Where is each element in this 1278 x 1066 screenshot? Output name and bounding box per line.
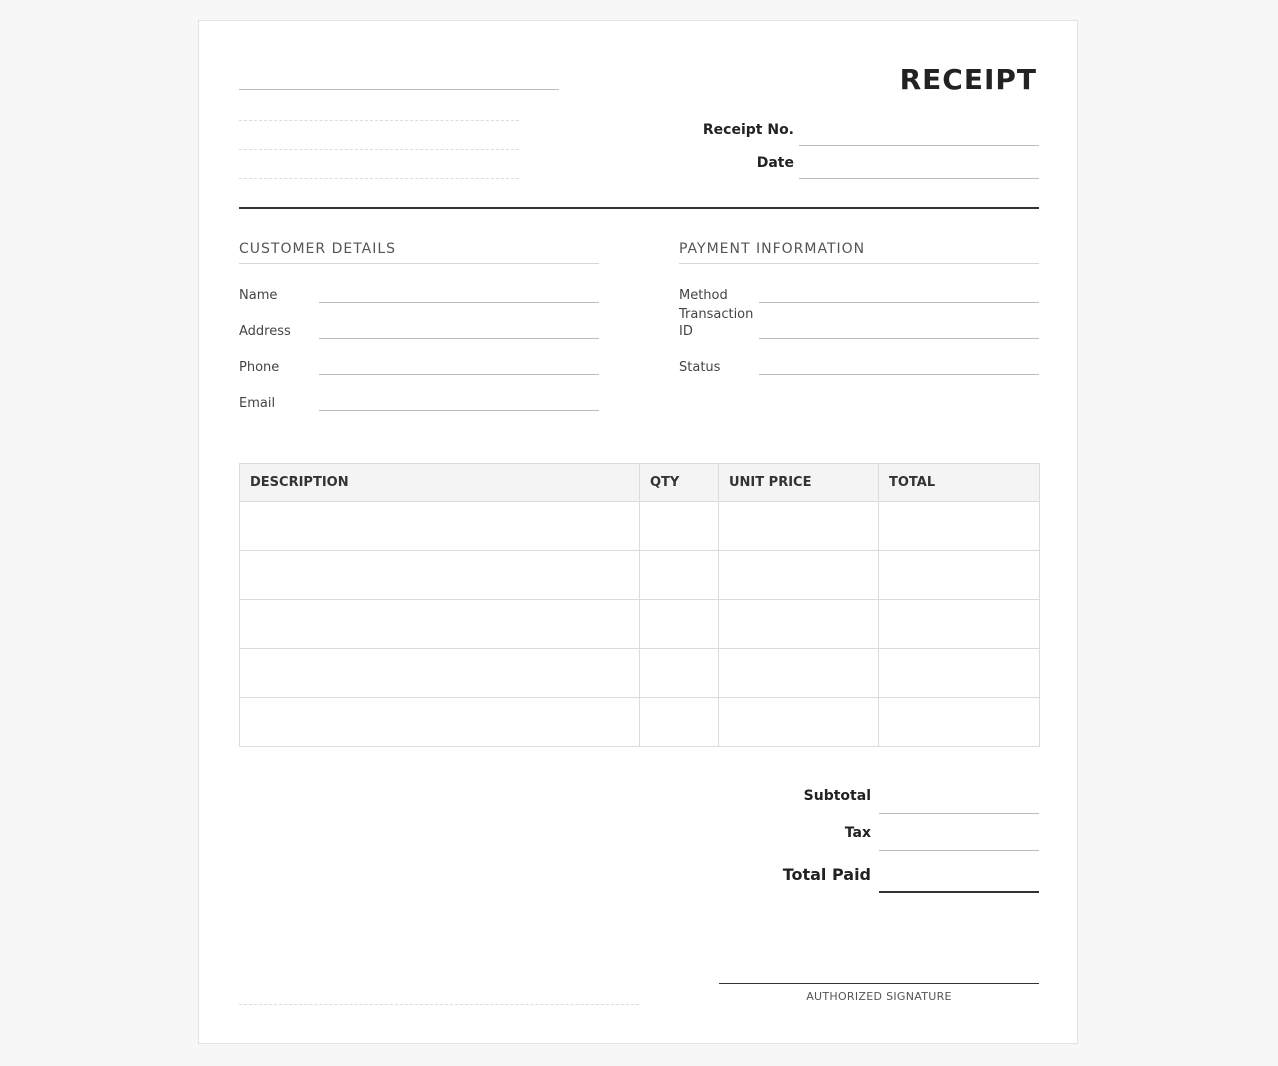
unit-price-cell[interactable] — [719, 649, 879, 698]
qty-cell[interactable] — [640, 600, 719, 649]
customer-details-title: CUSTOMER DETAILS — [239, 241, 397, 257]
table-row — [240, 551, 1040, 600]
table-row — [240, 600, 1040, 649]
table-row — [240, 649, 1040, 698]
unit-price-cell[interactable] — [719, 551, 879, 600]
tax-field[interactable] — [879, 850, 1039, 851]
items-table-header — [240, 464, 1040, 502]
payment-status-label: Status — [679, 360, 721, 375]
qty-cell[interactable] — [640, 698, 719, 747]
customer-name-label: Name — [239, 288, 278, 303]
date-field[interactable] — [799, 178, 1039, 179]
qty-header: QTY — [640, 464, 719, 502]
receipt-page — [198, 20, 1078, 1044]
date-label: Date — [756, 155, 794, 171]
header-divider — [239, 207, 1039, 209]
total-cell[interactable] — [879, 649, 1040, 698]
total-cell[interactable] — [879, 502, 1040, 551]
subtotal-label: Subtotal — [803, 788, 871, 804]
total-cell[interactable] — [879, 600, 1040, 649]
payment-method-label: Method — [679, 288, 728, 303]
table-row — [240, 698, 1040, 747]
qty-cell[interactable] — [640, 551, 719, 600]
receipt-no-field[interactable] — [799, 145, 1039, 146]
business-address-line-2[interactable] — [239, 149, 519, 150]
unit-price-cell[interactable] — [719, 698, 879, 747]
description-cell[interactable] — [240, 698, 640, 747]
signature-line[interactable] — [719, 983, 1039, 984]
footer-note-line[interactable] — [239, 1004, 639, 1005]
tax-label: Tax — [844, 825, 871, 841]
payment-status-field[interactable] — [759, 374, 1039, 375]
unit-price-cell[interactable] — [719, 502, 879, 551]
total-cell[interactable] — [879, 698, 1040, 747]
payment-method-field[interactable] — [759, 302, 1039, 303]
customer-details-underline — [239, 263, 599, 264]
customer-phone-field[interactable] — [319, 374, 599, 375]
authorized-signature-caption: AUTHORIZED SIGNATURE — [806, 990, 952, 1003]
payment-information-title: PAYMENT INFORMATION — [679, 241, 866, 257]
transaction-id-label: Transaction ID — [679, 307, 754, 339]
transaction-id-field[interactable] — [759, 338, 1039, 339]
total-header: TOTAL — [879, 464, 1040, 502]
subtotal-field[interactable] — [879, 813, 1039, 814]
business-name-line[interactable] — [239, 89, 559, 90]
customer-email-field[interactable] — [319, 410, 599, 411]
receipt-no-label: Receipt No. — [702, 122, 794, 138]
unit-price-cell[interactable] — [719, 600, 879, 649]
payment-information-underline — [679, 263, 1039, 264]
business-address-line-3[interactable] — [239, 178, 519, 179]
description-cell[interactable] — [240, 649, 640, 698]
customer-address-field[interactable] — [319, 338, 599, 339]
qty-cell[interactable] — [640, 649, 719, 698]
unit-price-header: UNIT PRICE — [719, 464, 879, 502]
total-paid-field[interactable] — [879, 891, 1039, 893]
description-cell[interactable] — [240, 600, 640, 649]
receipt-title: RECEIPT — [899, 63, 1037, 96]
customer-phone-label: Phone — [239, 360, 280, 375]
customer-name-field[interactable] — [319, 302, 599, 303]
total-cell[interactable] — [879, 551, 1040, 600]
total-paid-label: Total Paid — [782, 865, 871, 884]
customer-email-label: Email — [239, 396, 276, 411]
table-row — [240, 502, 1040, 551]
description-cell[interactable] — [240, 502, 640, 551]
customer-address-label: Address — [239, 324, 291, 339]
items-table — [239, 463, 1040, 747]
qty-cell[interactable] — [640, 502, 719, 551]
description-cell[interactable] — [240, 551, 640, 600]
business-address-line-1[interactable] — [239, 120, 519, 121]
description-header: DESCRIPTION — [240, 464, 640, 502]
